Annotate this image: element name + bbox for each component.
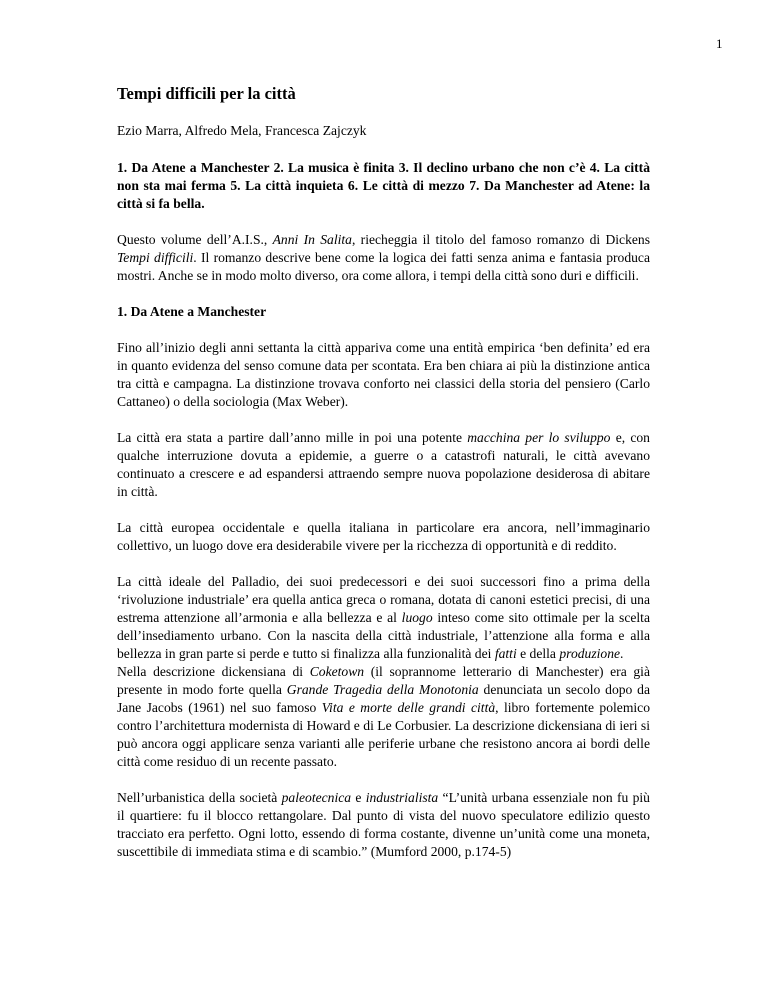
authors-line: Ezio Marra, Alfredo Mela, Francesca Zajczyk [117, 123, 367, 138]
paragraph: Fino all’inizio degli anni settanta la città appariva come una entità empirica ‘ben definita’ ed era in quanto evidenza del senso comune data per scontata. Era ben chiara ai più la distinzione antica tra città e campagna. La distinzione trovava conforto nei classici della storia del pensiero (Carlo Cattaneo) o della sociologia (Max Weber). [117, 340, 650, 409]
document-body [117, 84, 650, 879]
page-number: 1 [716, 36, 723, 51]
paragraph: La città europea occidentale e quella italiana in particolare era ancora, nell’immaginario collettivo, un luogo dove era desiderabile vivere per la ricchezza di opportunità e di reddito. [117, 520, 650, 553]
quote-paragraph: Nell’urbanistica della società paleotecnica e industrialista “L’unità urbana essenziale non fu più il quartiere: fu il blocco rettangolare. Dal punto di vista del nuovo speculatore edilizio questo tracciato era perfetto. Ogni lotto, essendo di forma costante, divenne un’unità come una moneta, suscettibile di immediata stima e di scambio.” (Mumford 2000, p.174-5) [117, 790, 650, 859]
paragraph: Nella descrizione dickensiana di Coketown (il soprannome letterario di Manchester) era già presente in modo forte quella Grande Tragedia della Monotonia denunciata un secolo dopo da Jane Jacobs (1961) nel suo famoso Vita e morte delle grandi città, libro fortemente polemico contro l’architettura modernista di Howard e di Le Corbusier. La descrizione dickensiana di ieri si può ancora oggi applicare senza varianti alle periferie urbane che resistono ancora ai bordi delle città come residuo di un recente passato. [117, 664, 651, 769]
document-title: Tempi difficili per la città [117, 84, 296, 103]
intro-paragraph: Questo volume dell’A.I.S., Anni In Salita, riecheggia il titolo del famoso romanzo di Dickens Tempi difficili. Il romanzo descrive bene come la logica dei fatti senza anima e fantasia produca mostri. Anche se in modo molto diverso, ora come allora, i tempi della città sono duri e difficili. [117, 232, 650, 283]
section-heading: 1. Da Atene a Manchester [117, 304, 267, 319]
table-of-contents: 1. Da Atene a Manchester 2. La musica è finita 3. Il declino urbano che non c’è 4. La città non sta mai ferma 5. La città inquieta 6. Le città di mezzo 7. Da Manchester ad Atene: la città si fa bella. [117, 160, 650, 211]
paragraph: La città era stata a partire dall’anno mille in poi una potente macchina per lo sviluppo e, con qualche interruzione dovuta a epidemie, a guerre o a catastrofi naturali, le città avevano continuato a crescere e ad espandersi attraendo sempre nuova popolazione desiderosa di abitare in città. [117, 430, 650, 499]
paragraph: La città ideale del Palladio, dei suoi predecessori e dei suoi successori fino a prima della ‘rivoluzione industriale’ era quella antica greca o romana, dotata di canoni estetici precisi, di una estrema attenzione all’armonia e alla bellezza e al luogo inteso come sito ottimale per la scelta dell’insediamento urbano. Con la nascita della città industriale, l’attenzione alla forma e alla bellezza in gran parte si perde e tutto si finalizza alla funzionalità dei fatti e della produzione. [117, 574, 650, 661]
